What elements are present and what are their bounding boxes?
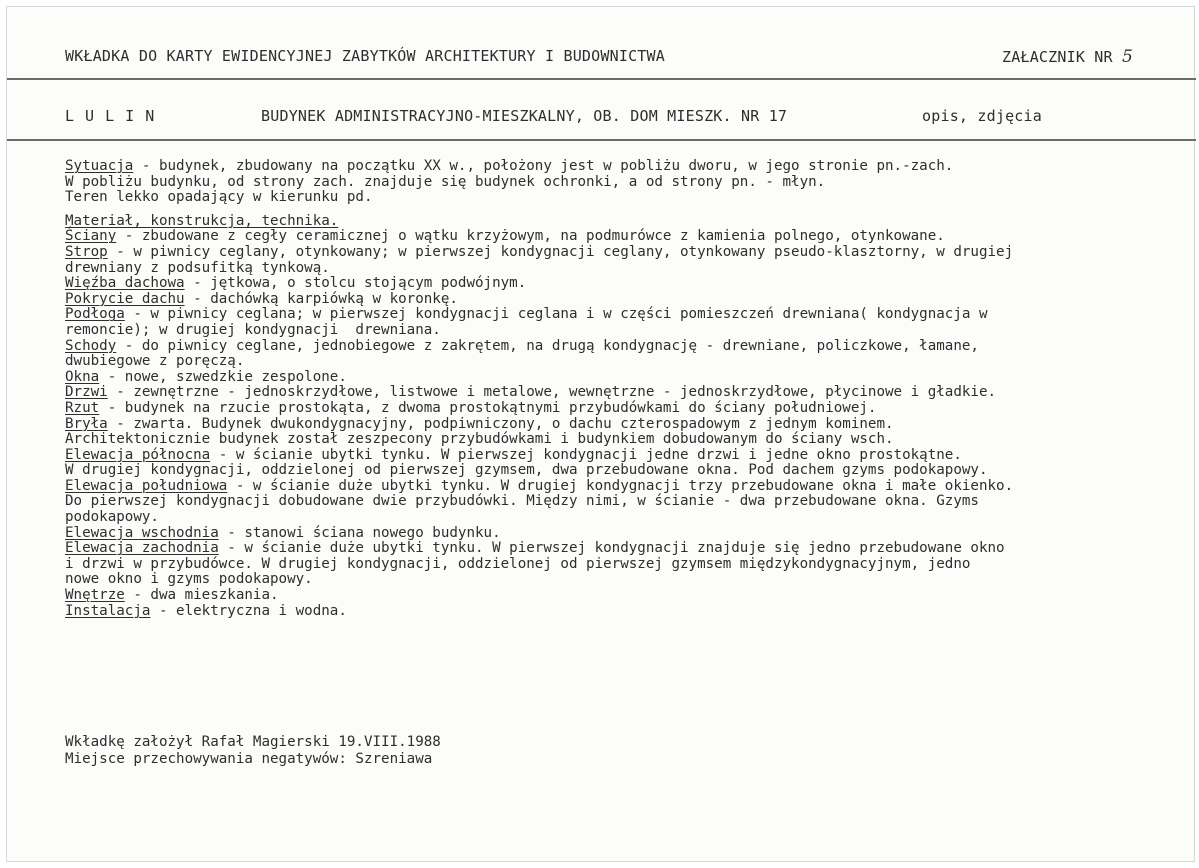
entry-text: - jętkowa, o stolcu stojącym podwójnym. xyxy=(184,275,527,292)
entry-label: Sytuacja xyxy=(65,158,134,174)
entry-ceiling xyxy=(65,245,1195,276)
entry-text: - dwa mieszkania. xyxy=(124,587,279,604)
entry-label: Strop xyxy=(65,243,108,260)
record-card xyxy=(6,6,1195,862)
entry-text: - nowe, szwedzkie zespolone. xyxy=(99,368,347,385)
entry-walls xyxy=(65,229,1195,245)
entry-roof-covering xyxy=(65,292,1195,308)
entry-west-elevation xyxy=(65,541,1195,588)
entry-label: Drzwi xyxy=(65,384,108,401)
card-title: WKŁADKA DO KARTY EWIDENCYJNEJ ZABYTKÓW ARCHITEKTURY I BUDOWNICTWA xyxy=(65,47,665,65)
author-date-line: Wkładkę założył Rafał Magierski 19.VIII.1988 xyxy=(65,734,441,750)
entry-label: Elewacja zachodnia xyxy=(65,540,219,557)
entry-installation xyxy=(65,604,1195,620)
entry-east-elevation xyxy=(65,526,1195,542)
entry-floor xyxy=(65,307,1195,338)
annex-label xyxy=(1002,47,1133,67)
description-body xyxy=(65,159,1195,619)
place-name: L U L I N xyxy=(65,107,156,125)
annex-label-text: ZAŁACZNIK NR xyxy=(1002,48,1113,66)
entry-label: Elewacja wschodnia xyxy=(65,524,219,541)
subheader-rule xyxy=(7,139,1196,141)
card-footer xyxy=(65,734,441,768)
entry-south-elevation xyxy=(65,479,1195,526)
entry-text: - dachówką karpiówką w koronkę. xyxy=(184,290,458,307)
entry-massing xyxy=(65,417,1195,448)
entry-text: - zbudowane z cegły ceramicznej o wątku krzyżowym, na podmurówce z kamienia polnego, otynkowane. xyxy=(116,228,945,245)
entry-label: Rzut xyxy=(65,399,100,416)
document-type: opis, zdjęcia xyxy=(922,107,1042,125)
entry-doors xyxy=(65,385,1195,401)
negatives-location-line: Miejsce przechowywania negatywów: Szreniawa xyxy=(65,751,433,767)
entry-north-elevation xyxy=(65,448,1195,479)
entry-label: Instalacja xyxy=(65,602,151,619)
entry-label: Ściany xyxy=(65,228,117,245)
entry-label: Wnętrze xyxy=(65,587,125,604)
header-rule xyxy=(7,78,1196,80)
entry-label: Materiał, konstrukcja, technika. xyxy=(65,212,339,229)
entry-text: - elektryczna i wodna. xyxy=(150,602,347,619)
entry-interior xyxy=(65,588,1195,604)
entry-text: - w piwnicy ceglany, otynkowany; w pierwszej kondygnacji ceglany, otynkowany pseudo-klasztorny, w drugiej drewniany z podsufitką tynkową. xyxy=(65,243,1014,276)
entry-label: Elewacja południowa xyxy=(65,477,228,494)
entry-situation xyxy=(65,159,1195,206)
entry-text: - budynek, zbudowany na początku XX w., położony jest w pobliżu dworu, w jego stronie pn.-zach. W pobliżu budynku, od strony zach. znajduje się budynek ochronki, a od strony pn. - młyn. Teren lekko opadający w kierunku pd. xyxy=(65,158,954,206)
entry-label: Podłoga xyxy=(65,306,125,323)
object-name: BUDYNEK ADMINISTRACYJNO-MIESZKALNY, OB. DOM MIESZK. NR 17 xyxy=(261,107,788,125)
entry-plan xyxy=(65,401,1195,417)
entry-text: - w piwnicy ceglana; w pierwszej kondygnacji ceglana i w części pomieszczeń drewniana( kondygnacja w remoncie); w drugiej kondygnacji drewniana. xyxy=(65,306,988,338)
entry-label: Okna xyxy=(65,368,100,385)
entry-text: - w ścianie duże ubytki tynku. W drugiej kondygnacji trzy przebudowane okna i małe okienko. Do pierwszej kondygnacji dobudowane dwie przybudówki. Między nimi, w ścianie - dwa przebudowane okna. Gzyms podokapowy. xyxy=(65,477,1014,526)
entry-text: - w ścianie duże ubytki tynku. W pierwszej kondygnacji znajduje się jedno przebudowane okno i drzwi w przybudówce. W drugiej kondygnacji, oddzielonej od pierwszej gzymsem międzykondygnacyjnym, jedno nowe okno i gzyms podokapowy. xyxy=(65,540,1005,588)
entry-windows xyxy=(65,370,1195,386)
entry-stairs xyxy=(65,339,1195,370)
annex-number: 5 xyxy=(1122,47,1134,67)
entry-text: - stanowi ściana nowego budynku. xyxy=(218,524,501,541)
entry-label: Pokrycie dachu xyxy=(65,290,185,307)
entry-text: - budynek na rzucie prostokąta, z dwoma prostokątnymi przybudówkami do ściany południowej. xyxy=(99,399,877,416)
entry-label: Elewacja północna xyxy=(65,446,211,463)
entry-text: - w ścianie ubytki tynku. W pierwszej kondygnacji jedne drzwi i jedne okno prostokątne. W drugiej kondygnacji, oddzielonej od pierwszej gzymsem, dwa przebudowane okna. Pod dachem gzyms podokapowy. xyxy=(65,446,988,479)
entry-roof-truss xyxy=(65,276,1195,292)
entry-text: - do piwnicy ceglane, jednobiegowe z zakrętem, na drugą kondygnację - drewniane, policzkowe, łamane, dwubiegowe z poręczą. xyxy=(65,337,979,370)
entry-text: - zwarta. Budynek dwukondygnacyjny, podpiwniczony, o dachu czterospadowym z jednym kominem. Architektonicznie budynek został zeszpecony przybudówkami i budynkiem dobudowanym do ściany wsch. xyxy=(65,415,894,448)
entry-label: Schody xyxy=(65,337,117,354)
entry-text: - zewnętrzne - jednoskrzydłowe, listwowe i metalowe, wewnętrzne - jednoskrzydłowe, płycinowe i gładkie. xyxy=(107,384,997,401)
entry-label: Bryła xyxy=(65,415,108,432)
entry-label: Więźba dachowa xyxy=(65,275,185,292)
